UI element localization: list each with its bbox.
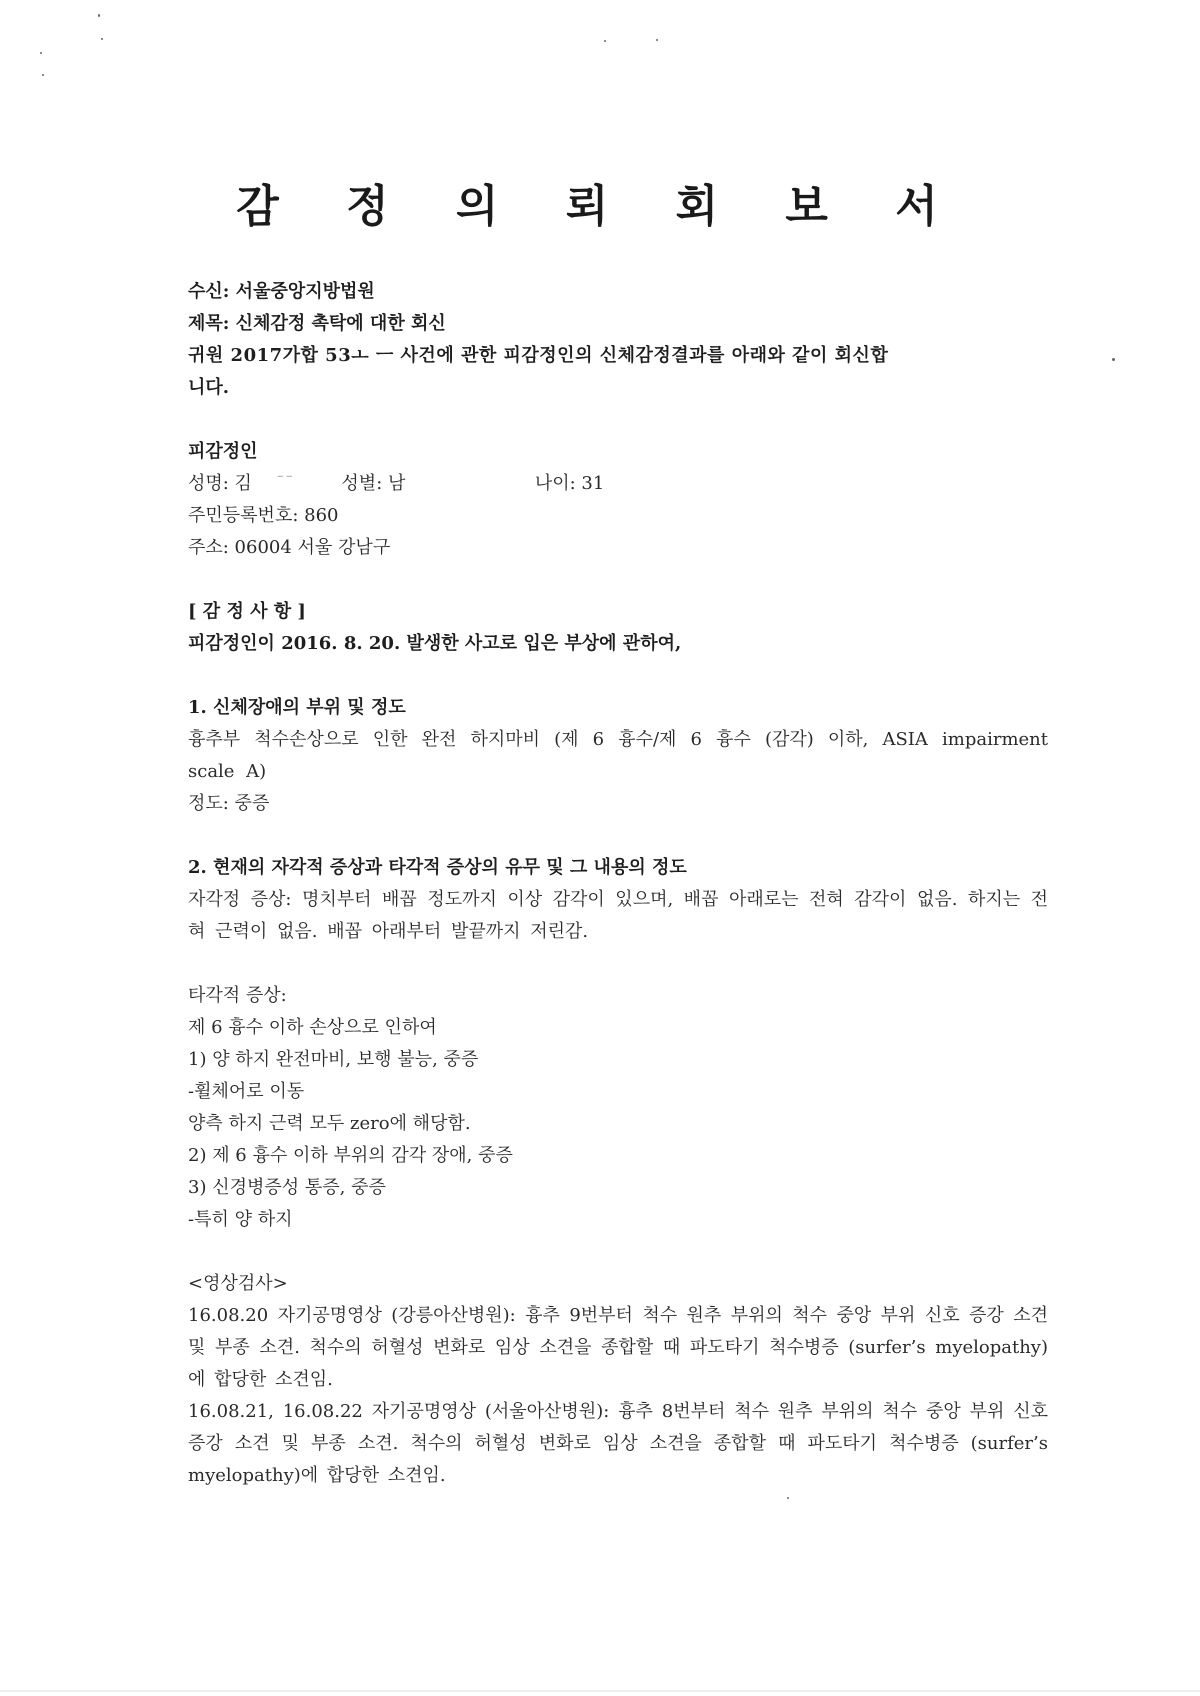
- appraisal-heading: [ 감 정 사 항 ]: [188, 601, 306, 622]
- section2-subjective: 자각정 증상: 명치부터 배꼽 정도까지 이상 감각이 있으며, 배꼽 아래로는 전혀 감각이 없음. 하지는 전혀 근력이 없음. 배꼽 아래부터 발끝까지 저린감.: [188, 889, 1048, 942]
- subject-name: 성명: 김: [188, 473, 252, 494]
- spacer: [188, 948, 1048, 980]
- document-body: [188, 276, 1048, 1492]
- objective-line: 1) 양 하지 완전마비, 보행 불능, 중증: [188, 1049, 479, 1070]
- scan-speck: [101, 38, 103, 40]
- section1-body: 흉추부 척수손상으로 인한 완전 하지마비 (제 6 흉수/제 6 흉수 (감각) 이하, ASIA impairment scale A): [188, 729, 1048, 782]
- subject-address: 주소: 06004 서울 강남구: [188, 537, 391, 558]
- section2-heading: 2. 현재의 자각적 증상과 타각적 증상의 유무 및 그 내용의 정도: [188, 857, 687, 878]
- section1-degree: 정도: 중증: [188, 793, 270, 814]
- objective-heading: 타각적 증상:: [188, 985, 287, 1006]
- scan-speck: [98, 14, 100, 17]
- subject-sex: 성별: 남: [341, 473, 406, 494]
- imaging-paragraph: 16.08.21, 16.08.22 자기공명영상 (서울아산병원): 흉추 8번부터 척수 원추 부위의 척수 중앙 부위 신호 증강 소견 및 부종 소견. 척수의 허혈성 변화로 임상 소견을 종합할 때 파도타기 척수병증 (surfer’s myelopathy)에 합당한 소견임.: [188, 1401, 1048, 1486]
- objective-line: 양측 하지 근력 모두 zero에 해당함.: [188, 1113, 471, 1134]
- case-line: 귀원 2017가합 53ㅗ ㅡ 사건에 관한 피감정인의 신체감정결과를 아래와 같이 회신합: [188, 345, 889, 366]
- subject-person-heading: 피감정인: [188, 441, 258, 462]
- objective-line: 2) 제 6 흉수 이하 부위의 감각 장애, 중증: [188, 1145, 513, 1166]
- objective-line: 3) 신경병증성 통증, 중증: [188, 1177, 386, 1198]
- scan-speck: [656, 39, 658, 41]
- scan-speck: [40, 52, 42, 54]
- objective-line: -특히 양 하지: [188, 1209, 293, 1230]
- subject-name-redacted: ˉˉ: [276, 468, 294, 500]
- spacer: [188, 1236, 1048, 1268]
- spacer: [188, 660, 1048, 692]
- spacer: [188, 564, 1048, 596]
- imaging-paragraph: 16.08.20 자기공명영상 (강릉아산병원): 흉추 9번부터 척수 원추 부위의 척수 중앙 부위 신호 증강 소견 및 부종 소견. 척수의 허혈성 변화로 임상 소견을 종합할 때 파도타기 척수병증 (surfer’s myelopathy)에 합당한 소견임.: [188, 1305, 1048, 1390]
- objective-line: 제 6 흉수 이하 손상으로 인하여: [188, 1017, 437, 1038]
- subject-person-info-row: [188, 468, 1048, 500]
- spacer: [188, 404, 1048, 436]
- scan-speck: [787, 1497, 789, 1499]
- document-title: 감 정 의 뢰 회 보 서: [236, 181, 964, 232]
- scan-edge: [0, 1690, 1200, 1692]
- scan-speck: [42, 74, 44, 76]
- spacer: [188, 820, 1048, 852]
- subject-line: 제목: 신체감정 촉탁에 대한 회신: [188, 313, 446, 334]
- objective-line: -휠체어로 이동: [188, 1081, 305, 1102]
- scan-speck: [1112, 358, 1115, 361]
- subject-resident-number: 주민등록번호: 860: [188, 505, 339, 526]
- imaging-heading: <영상검사>: [188, 1273, 288, 1294]
- appraisal-intro: 피감정인이 2016. 8. 20. 발생한 사고로 입은 부상에 관하여,: [188, 633, 682, 654]
- section1-heading: 1. 신체장애의 부위 및 정도: [188, 697, 406, 718]
- case-line-continued: 니다.: [188, 377, 230, 398]
- subject-age: 나이: 31: [534, 473, 605, 494]
- scan-speck: [604, 40, 606, 42]
- recipient-line: 수신: 서울중앙지방법원: [188, 281, 375, 302]
